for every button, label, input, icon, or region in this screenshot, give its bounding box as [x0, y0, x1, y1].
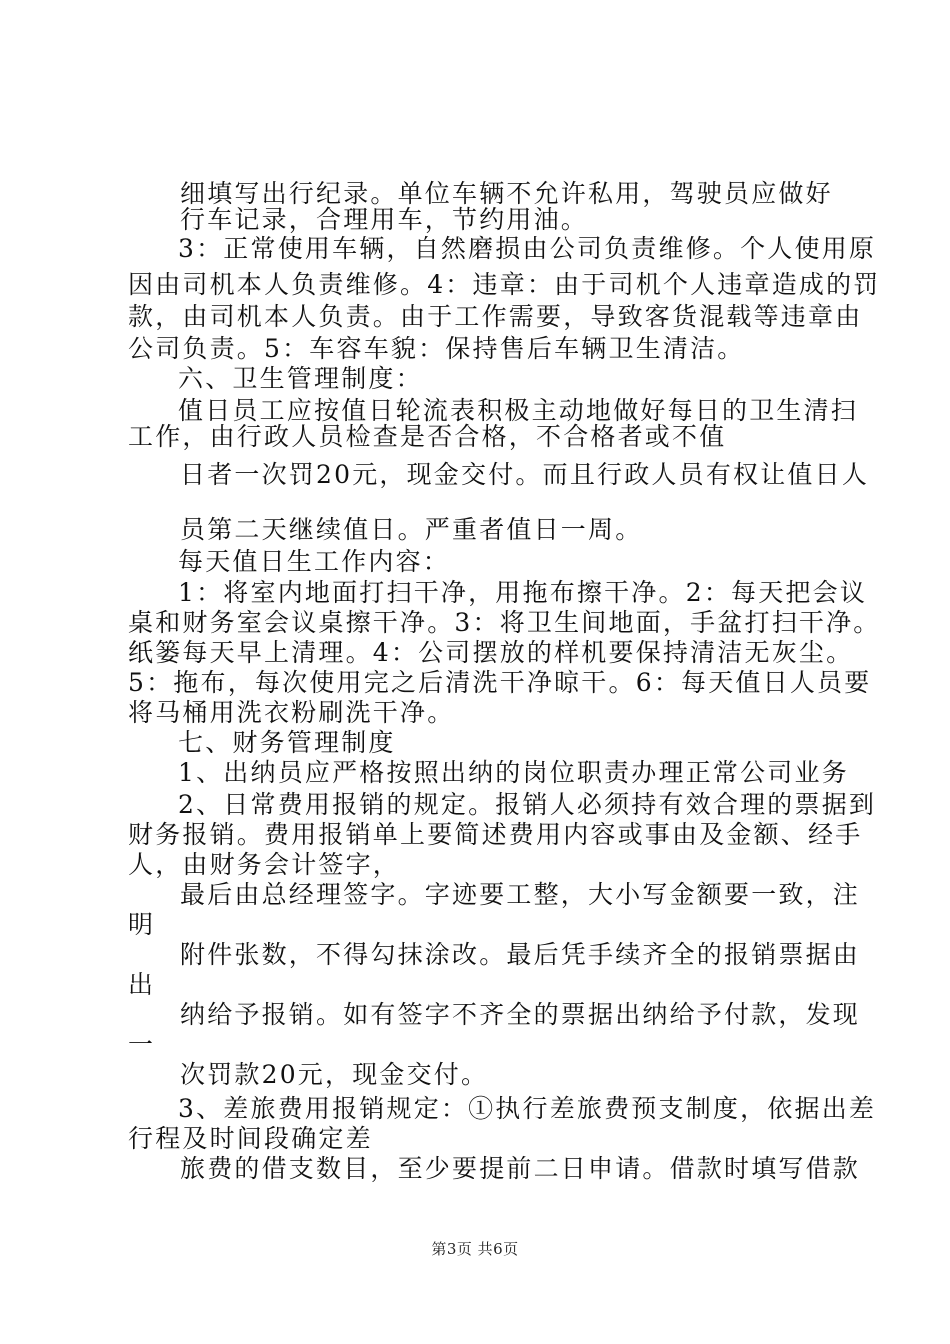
- paragraph-line: 3：正常使用车辆，自然磨损由公司负责维修。个人使用原: [178, 234, 877, 263]
- paragraph-line: 纸篓每天早上清理。4：公司摆放的样机要保持清洁无灰尘。: [128, 638, 854, 667]
- paragraph-line: 工作，由行政人员检查是否合格，不合格者或不值: [128, 422, 727, 451]
- paragraph-line: 3、差旅费用报销规定：①执行差旅费预支制度，依据出差: [178, 1094, 877, 1123]
- paragraph-line: 纳给予报销。如有签字不齐全的票据出纳给予付款，发现: [180, 1000, 861, 1029]
- paragraph-line: 日者一次罚20元，现金交付。而且行政人员有权让值日人: [180, 460, 870, 489]
- paragraph-line: 次罚款20元，现金交付。: [180, 1060, 489, 1089]
- paragraph-line: 1：将室内地面打扫干净，用拖布擦干净。2：每天把会议: [178, 578, 868, 607]
- paragraph-line: 因由司机本人负责维修。4：违章：由于司机个人违章造成的罚: [128, 270, 881, 299]
- paragraph-line: 行程及时间段确定差: [128, 1124, 373, 1153]
- paragraph-line: 人，由财务会计签字，: [128, 850, 401, 879]
- paragraph-line: 财务报销。费用报销单上要简述费用内容或事由及金额、经手: [128, 820, 863, 849]
- section-heading: 六、卫生管理制度：: [178, 364, 423, 393]
- paragraph-line: 明: [128, 910, 156, 939]
- paragraph-line: 最后由总经理签字。字迹要工整，大小写金额要一致，注: [180, 880, 861, 909]
- paragraph-line: 一: [128, 1030, 156, 1059]
- paragraph-line: 行车记录，合理用车，节约用油。: [180, 205, 589, 234]
- paragraph-line: 每天值日生工作内容：: [178, 547, 451, 576]
- paragraph-line: 1、出纳员应严格按照出纳的岗位职责办理正常公司业务: [178, 758, 849, 787]
- paragraph-line: 出: [128, 970, 156, 999]
- paragraph-line: 桌和财务室会议桌擦干净。3：将卫生间地面，手盆打扫干净。: [128, 608, 881, 637]
- paragraph-line: 款，由司机本人负责。由于工作需要，导致客货混载等违章由: [128, 302, 863, 331]
- paragraph-line: 旅费的借支数目，至少要提前二日申请。借款时填写借款: [180, 1154, 861, 1183]
- section-heading: 七、财务管理制度: [178, 728, 396, 757]
- paragraph-line: 附件张数，不得勾抹涂改。最后凭手续齐全的报销票据由: [180, 940, 861, 969]
- paragraph-line: 细填写出行纪录。单位车辆不允许私用，驾驶员应做好: [180, 179, 833, 208]
- paragraph-line: 将马桶用洗衣粉刷洗干净。: [128, 698, 455, 727]
- paragraph-line: 员第二天继续值日。严重者值日一周。: [180, 515, 643, 544]
- paragraph-line: 公司负责。5：车容车貌：保持售后车辆卫生清洁。: [128, 334, 745, 363]
- paragraph-line: 2、日常费用报销的规定。报销人必须持有效合理的票据到: [178, 790, 877, 819]
- page-footer: 第3页 共6页: [431, 1240, 519, 1258]
- paragraph-line: 值日员工应按值日轮流表积极主动地做好每日的卫生清扫: [178, 396, 859, 425]
- paragraph-line: 5：拖布，每次使用完之后清洗干净晾干。6：每天值日人员要: [128, 668, 872, 697]
